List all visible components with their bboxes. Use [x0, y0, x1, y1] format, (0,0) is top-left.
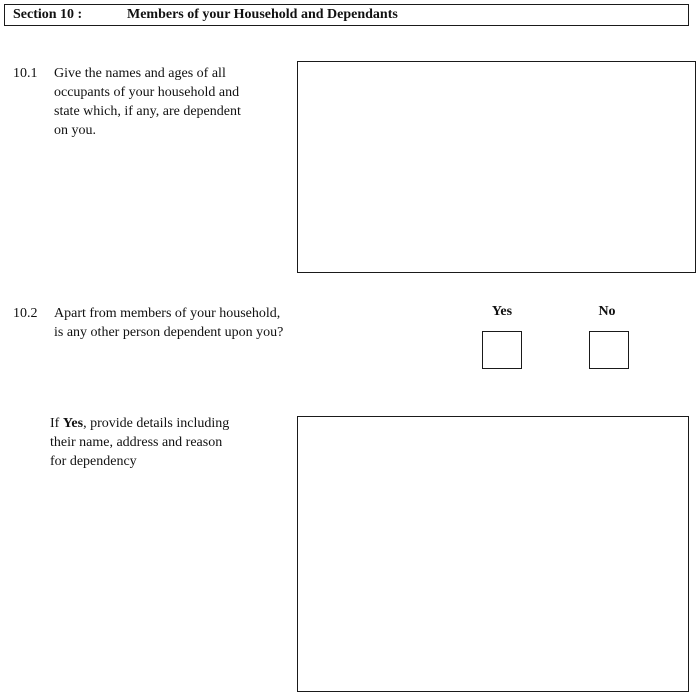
- question-10-1-text: Give the names and ages of all occupants of your household and state which, if any, are dependent on you.: [54, 66, 241, 138]
- no-label: No: [598, 304, 616, 319]
- details-line-1: [50, 414, 290, 433]
- section-title: Members of your Household and Dependants: [127, 7, 398, 22]
- details-line-2: their name, address and reason: [50, 435, 223, 450]
- section-number: Section 10 :: [13, 7, 83, 22]
- details-yes-word: Yes: [62, 416, 84, 431]
- no-checkbox[interactable]: [589, 331, 629, 369]
- question-10-2-number: 10.2: [13, 306, 38, 321]
- details-prefix: If: [50, 416, 63, 431]
- details-line1-rest: , provide details including: [83, 416, 230, 431]
- question-10-2-text: Apart from members of your household, is any other person dependent upon you?: [54, 306, 284, 340]
- section-header: [4, 4, 689, 26]
- details-line-3: for dependency: [50, 454, 137, 469]
- dependency-details-instructions: [50, 414, 290, 471]
- yes-label: Yes: [491, 304, 513, 319]
- yes-checkbox[interactable]: [482, 331, 522, 369]
- dependency-details-answer-box[interactable]: [297, 416, 689, 692]
- household-members-answer-box[interactable]: [297, 61, 696, 273]
- question-10-1-number: 10.1: [13, 66, 38, 81]
